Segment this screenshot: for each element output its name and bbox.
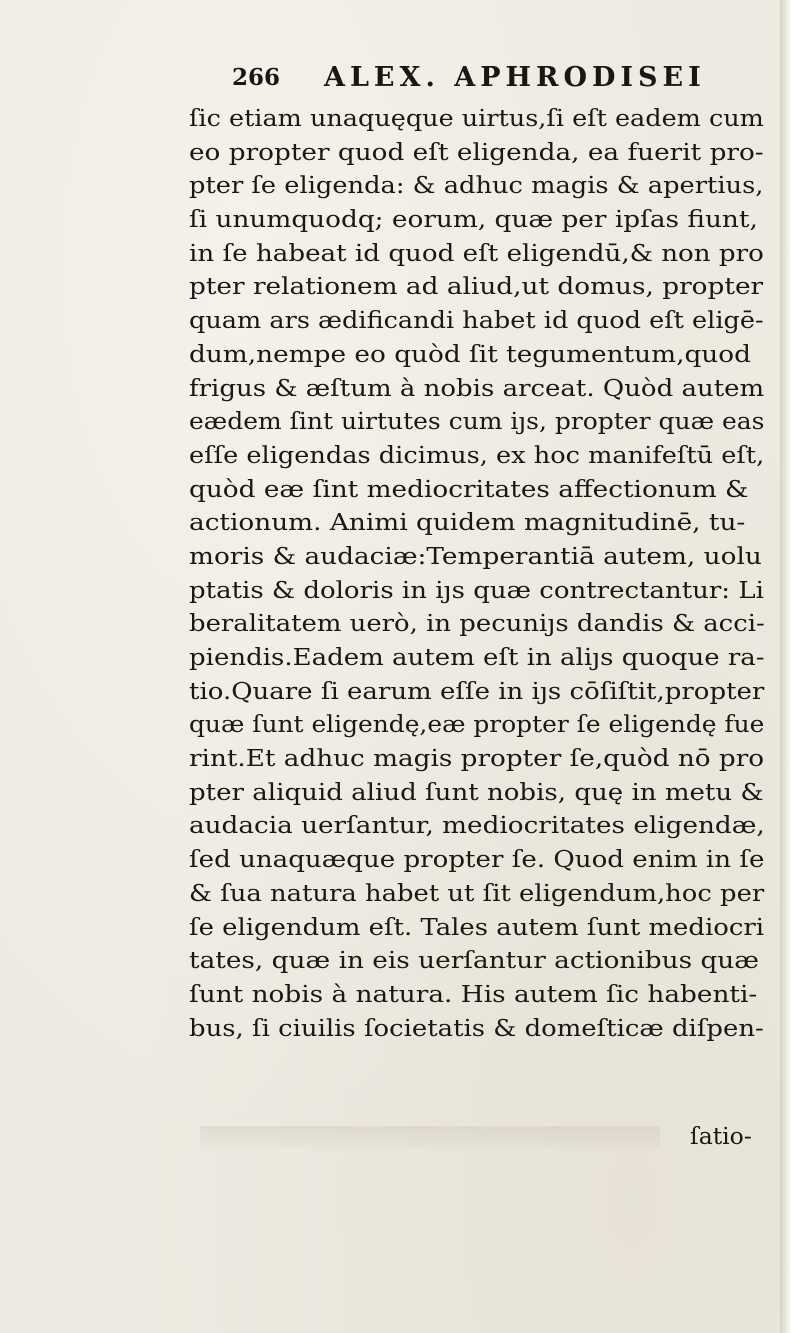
- text-line: audacia uerſantur, mediocritates eligendæ,: [189, 811, 765, 840]
- text-line: frigus & æſtum à nobis arceat. Quòd autem: [189, 373, 765, 402]
- text-line: pter ſe eligenda: & adhuc magis & apertius,: [189, 171, 764, 200]
- text-line: rint.Et adhuc magis propter ſe,quòd nō pro: [189, 744, 765, 773]
- running-head: ALEX. APHRODISEI: [324, 62, 706, 93]
- text-line: eo propter quod eſt eligenda, ea fuerit pro-: [189, 137, 764, 166]
- text-line: ſic etiam unaquęque uirtus,ſi eſt eadem cum: [189, 104, 764, 132]
- text-line: bus, ſi ciuilis ſocietatis & domeſticæ diſpen-: [189, 1013, 764, 1042]
- text-line: actionum. Animi quidem magnitudinē, tu-: [189, 508, 746, 537]
- text-line: moris & audaciæ:Temperantiā autem, uolu: [189, 541, 762, 570]
- text-line: tio.Quare ſi earum eſſe in iȷs cōſiſtit,propter: [189, 676, 765, 705]
- text-line: ſunt nobis à natura. His autem ſic habenti-: [189, 979, 758, 1008]
- text-block: [189, 102, 769, 1045]
- page-number: 266: [232, 64, 281, 91]
- text-line: beralitatem uerò, in pecuniȷs dandis & acci-: [189, 609, 765, 638]
- text-line: eſſe eligendas dicimus, ex hoc manifeſtū eſt,: [189, 440, 765, 469]
- text-line: eædem ſint uirtutes cum iȷs, propter quæ eas: [189, 407, 765, 436]
- catchword: ſatio-: [690, 1122, 752, 1150]
- text-line: dum,nempe eo quòd ſit tegumentum,quod: [189, 339, 751, 368]
- text-line: in ſe habeat id quod eſt eligendū,& non pro: [189, 238, 764, 267]
- text-line: tates, quæ in eis uerſantur actionibus quæ: [189, 946, 759, 975]
- page-header: [232, 62, 762, 102]
- text-line: pter aliquid aliud ſunt nobis, quę in metu &: [189, 777, 764, 806]
- text-line: piendis.Eadem autem eſt in aliȷs quoque ra-: [189, 643, 765, 671]
- text-line: ſi unumquodq; eorum, quæ per ipſas fiunt,: [189, 205, 758, 234]
- text-line: ſe eligendum eſt. Tales autem ſunt mediocri: [189, 912, 765, 941]
- text-line: & ſua natura habet ut ſit eligendum,hoc per: [189, 878, 765, 907]
- text-line: quæ ſunt eligendę,eæ propter ſe eligendę fue: [189, 710, 765, 739]
- text-line: ſed unaquæque propter ſe. Quod enim in ſe: [189, 845, 765, 874]
- show-through-text: [200, 1126, 660, 1148]
- text-line: pter relationem ad aliud,ut domus, propter: [189, 272, 764, 301]
- text-line: quam ars ædificandi habet id quod eſt eligē-: [189, 306, 764, 335]
- text-line: ptatis & doloris in iȷs quæ contrectantur: Li: [189, 575, 764, 604]
- text-line: quòd eæ ſint mediocritates affectionum &: [189, 474, 749, 503]
